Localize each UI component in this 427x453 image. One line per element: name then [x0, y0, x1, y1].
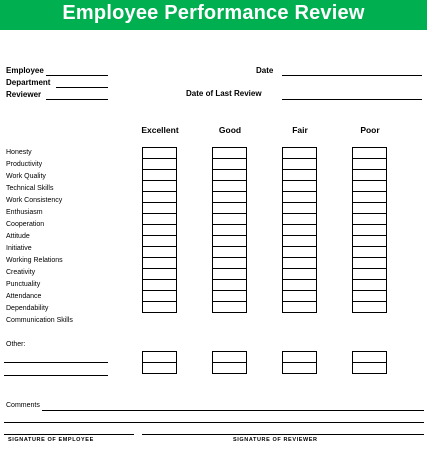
rating-cell[interactable] — [283, 214, 317, 225]
rating-cell[interactable] — [143, 203, 177, 214]
rating-cell[interactable] — [213, 291, 247, 302]
rating-cell[interactable] — [213, 236, 247, 247]
criterion-label: Dependability — [6, 305, 49, 312]
rating-grid-excellent — [142, 147, 177, 313]
rating-cell[interactable] — [143, 236, 177, 247]
rating-cell[interactable] — [283, 258, 317, 269]
other-grid-fair — [282, 351, 317, 374]
rating-cell[interactable] — [353, 214, 387, 225]
rating-cell[interactable] — [213, 148, 247, 159]
last-review-field[interactable] — [282, 99, 422, 100]
rating-cell[interactable] — [213, 214, 247, 225]
criterion-label: Work Consistency — [6, 197, 63, 204]
other-label: Other: — [6, 341, 26, 348]
criterion-label: Enthusiasm — [6, 209, 43, 216]
rating-cell[interactable] — [143, 363, 177, 374]
rating-cell[interactable] — [283, 291, 317, 302]
department-field[interactable] — [56, 87, 108, 88]
criterion-label: Initiative — [6, 245, 32, 252]
rating-cell[interactable] — [353, 225, 387, 236]
rating-cell[interactable] — [143, 291, 177, 302]
rating-cell[interactable] — [353, 181, 387, 192]
date-label: Date — [256, 66, 274, 75]
criterion-label: Attendance — [6, 293, 42, 300]
rating-cell[interactable] — [283, 280, 317, 291]
rating-cell[interactable] — [213, 192, 247, 203]
rating-cell[interactable] — [353, 159, 387, 170]
criterion-label: Technical Skills — [6, 185, 54, 192]
rating-cell[interactable] — [213, 225, 247, 236]
reviewer-signature-line[interactable] — [142, 434, 424, 435]
rating-cell[interactable] — [353, 291, 387, 302]
department-label: Department — [6, 78, 51, 87]
rating-cell[interactable] — [353, 302, 387, 313]
rating-cell[interactable] — [213, 302, 247, 313]
rating-cell[interactable] — [143, 269, 177, 280]
rating-cell[interactable] — [143, 302, 177, 313]
other-grid-excellent — [142, 351, 177, 374]
rating-cell[interactable] — [353, 280, 387, 291]
rating-cell[interactable] — [283, 363, 317, 374]
rating-cell[interactable] — [143, 352, 177, 363]
rating-cell[interactable] — [213, 170, 247, 181]
rating-cell[interactable] — [353, 170, 387, 181]
rating-grid-fair — [282, 147, 317, 313]
employee-field[interactable] — [46, 75, 108, 76]
rating-cell[interactable] — [143, 148, 177, 159]
rating-cell[interactable] — [283, 159, 317, 170]
rating-cell[interactable] — [213, 247, 247, 258]
rating-cell[interactable] — [283, 148, 317, 159]
other-grid-poor — [352, 351, 387, 374]
rating-cell[interactable] — [143, 159, 177, 170]
reviewer-field[interactable] — [46, 99, 108, 100]
rating-cell[interactable] — [213, 363, 247, 374]
rating-grid-poor — [352, 147, 387, 313]
comments-field-2[interactable] — [4, 422, 424, 423]
other-grid-good — [212, 351, 247, 374]
rating-cell[interactable] — [283, 203, 317, 214]
criterion-label: Creativity — [6, 269, 36, 276]
employee-label: Employee — [6, 66, 44, 75]
rating-cell[interactable] — [283, 302, 317, 313]
employee-signature-line[interactable] — [4, 434, 134, 435]
rating-cell[interactable] — [143, 247, 177, 258]
rating-cell[interactable] — [143, 225, 177, 236]
employee-signature-label: SIGNATURE OF EMPLOYEE — [8, 437, 94, 443]
criterion-label: Working Relations — [6, 257, 63, 264]
criterion-label: Work Quality — [6, 173, 46, 180]
rating-cell[interactable] — [353, 269, 387, 280]
criterion-label: Punctuality — [6, 281, 41, 288]
rating-cell[interactable] — [213, 269, 247, 280]
criterion-label: Cooperation — [6, 221, 45, 228]
rating-grid-good — [212, 147, 247, 313]
criterion-label: Attitude — [6, 233, 30, 240]
criterion-label: Honesty — [6, 149, 32, 156]
date-field[interactable] — [282, 75, 422, 76]
comments-label: Comments — [6, 402, 40, 409]
rating-cell[interactable] — [353, 203, 387, 214]
rating-cell[interactable] — [143, 170, 177, 181]
rating-cell[interactable] — [213, 258, 247, 269]
rating-cell[interactable] — [353, 247, 387, 258]
rating-cell[interactable] — [213, 203, 247, 214]
rating-cell[interactable] — [143, 192, 177, 203]
page-title: Employee Performance Review — [62, 2, 365, 24]
rating-cell[interactable] — [353, 192, 387, 203]
rating-cell[interactable] — [213, 280, 247, 291]
rating-cell[interactable] — [213, 352, 247, 363]
rating-cell[interactable] — [143, 258, 177, 269]
rating-header-poor: Poor — [360, 125, 380, 135]
other-field-1[interactable] — [4, 362, 108, 363]
rating-cell[interactable] — [213, 159, 247, 170]
rating-cell[interactable] — [143, 280, 177, 291]
comments-field-1[interactable] — [42, 410, 424, 411]
rating-header-good: Good — [218, 125, 242, 135]
rating-cell[interactable] — [353, 236, 387, 247]
rating-cell[interactable] — [283, 181, 317, 192]
rating-cell[interactable] — [213, 181, 247, 192]
reviewer-signature-label: SIGNATURE OF REVIEWER — [233, 437, 318, 443]
rating-cell[interactable] — [283, 192, 317, 203]
rating-cell[interactable] — [283, 225, 317, 236]
rating-cell[interactable] — [143, 214, 177, 225]
rating-cell[interactable] — [353, 148, 387, 159]
rating-cell[interactable] — [283, 247, 317, 258]
rating-cell[interactable] — [283, 170, 317, 181]
rating-header-fair: Fair — [292, 125, 308, 135]
rating-cell[interactable] — [283, 352, 317, 363]
reviewer-label: Reviewer — [6, 90, 42, 99]
criterion-label: Communication Skills — [6, 317, 73, 324]
rating-cell[interactable] — [353, 352, 387, 363]
rating-cell[interactable] — [283, 236, 317, 247]
last-review-label: Date of Last Review — [186, 89, 262, 98]
criterion-label: Productivity — [6, 161, 43, 168]
other-field-2[interactable] — [4, 375, 108, 376]
rating-cell[interactable] — [283, 269, 317, 280]
rating-cell[interactable] — [143, 181, 177, 192]
rating-cell[interactable] — [353, 363, 387, 374]
rating-cell[interactable] — [353, 258, 387, 269]
rating-header-excellent: Excellent — [141, 125, 179, 135]
